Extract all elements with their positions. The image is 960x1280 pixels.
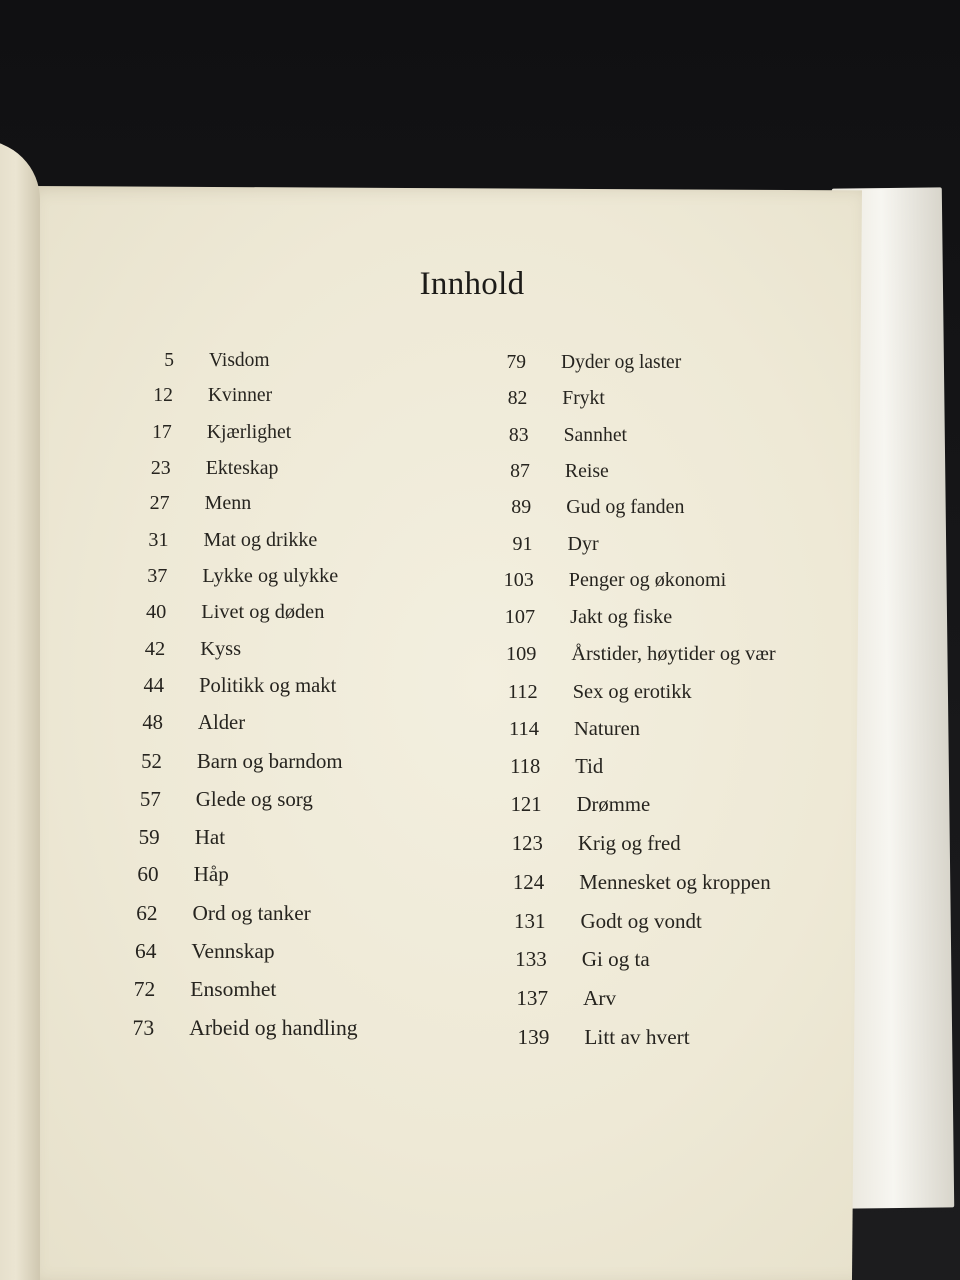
toc-page-number: 89 xyxy=(511,496,532,518)
toc-chapter-title: Gud og fanden xyxy=(566,496,685,518)
toc-page-number: 72 xyxy=(133,977,156,1002)
toc-chapter-title: Jakt og fiske xyxy=(570,606,673,629)
toc-chapter-title: Sannhet xyxy=(563,423,628,446)
toc-page-number: 40 xyxy=(145,601,167,624)
toc-page-number: 37 xyxy=(147,564,168,587)
toc-page-number: 114 xyxy=(509,718,539,740)
toc-chapter-title: Visdom xyxy=(209,350,270,371)
toc-chapter-title: Menn xyxy=(204,492,252,515)
toc-page-number: 12 xyxy=(153,385,173,407)
toc-chapter-title: Dyr xyxy=(567,532,599,555)
toc-page-number: 62 xyxy=(136,900,158,925)
toc-page-number: 137 xyxy=(516,986,549,1011)
toc-chapter-title: Mat og drikke xyxy=(203,528,318,551)
toc-page-number: 5 xyxy=(164,350,174,371)
toc-chapter-title: Ensomhet xyxy=(190,977,277,1002)
toc-page-number: 109 xyxy=(505,643,537,666)
toc-entry xyxy=(0,1025,960,1053)
toc-entry xyxy=(0,643,960,671)
toc-page-number: 64 xyxy=(134,938,157,963)
toc-entry xyxy=(0,870,960,898)
toc-entry xyxy=(0,756,960,784)
toc-page-number: 60 xyxy=(137,862,159,887)
toc-page-number: 131 xyxy=(514,908,546,933)
toc-chapter-title: Hat xyxy=(194,824,226,849)
toc-page-number: 107 xyxy=(504,606,536,629)
toc-entry xyxy=(0,909,960,937)
toc-chapter-title: Kjærlighet xyxy=(206,420,292,443)
toc-chapter-title: Frykt xyxy=(562,387,605,409)
toc-page-number: 118 xyxy=(510,755,541,778)
toc-page-number: 52 xyxy=(141,749,162,774)
toc-chapter-title: Reise xyxy=(564,459,609,482)
toc-entry xyxy=(0,681,960,709)
toc-chapter-title: Kvinner xyxy=(207,385,273,407)
toc-page-number: 27 xyxy=(149,492,170,515)
toc-page-number: 103 xyxy=(503,569,534,592)
toc-chapter-title: Sex og erotikk xyxy=(572,680,692,703)
toc-chapter-title: Glede og sorg xyxy=(195,786,313,811)
toc-chapter-title: Ekteskap xyxy=(205,456,279,479)
toc-page-number: 23 xyxy=(150,456,171,479)
toc-page-number: 44 xyxy=(143,674,165,697)
toc-entry xyxy=(0,496,960,524)
toc-page-number: 133 xyxy=(515,947,547,972)
toc-page-number: 83 xyxy=(508,423,529,446)
toc-chapter-title: Penger og økonomi xyxy=(568,569,727,592)
toc-entry xyxy=(0,947,960,975)
toc-chapter-title: Godt og vondt xyxy=(580,908,702,933)
toc-entry xyxy=(0,460,960,488)
toc-chapter-title: Livet og døden xyxy=(201,601,325,624)
toc-entry xyxy=(0,718,960,746)
toc-page-number: 82 xyxy=(507,387,528,409)
toc-page-number: 79 xyxy=(506,352,526,373)
toc-chapter-title: Alder xyxy=(198,712,246,734)
toc-chapter-title: Vennskap xyxy=(191,938,275,963)
toc-page-number: 123 xyxy=(511,831,543,855)
toc-entry xyxy=(0,832,960,860)
toc-entry xyxy=(0,388,960,416)
toc-chapter-title: Barn og barndom xyxy=(196,749,343,774)
toc-page-number: 121 xyxy=(510,793,542,816)
toc-page-number: 17 xyxy=(152,420,172,443)
toc-page-number: 42 xyxy=(144,638,166,660)
toc-page-number: 139 xyxy=(517,1025,550,1050)
toc-chapter-title: Dyder og laster xyxy=(561,352,682,373)
toc-chapter-title: Tid xyxy=(575,755,604,778)
toc-page-number: 124 xyxy=(512,870,545,894)
toc-chapter-title: Lykke og ulykke xyxy=(202,564,339,587)
toc-chapter-title: Arv xyxy=(583,986,617,1011)
toc-entry xyxy=(0,569,960,597)
toc-chapter-title: Krig og fred xyxy=(577,831,681,855)
toc-chapter-title: Håp xyxy=(193,862,229,887)
previous-page-edge xyxy=(0,140,40,1280)
toc-page-number: 57 xyxy=(139,786,161,811)
toc-entry xyxy=(0,986,960,1014)
toc-entry xyxy=(0,424,960,452)
toc-entry xyxy=(0,352,960,380)
toc-chapter-title: Mennesket og kroppen xyxy=(579,870,771,894)
toc-chapter-title: Ord og tanker xyxy=(192,900,311,925)
toc-page-number: 59 xyxy=(138,824,160,849)
toc-page-number: 31 xyxy=(148,528,169,551)
toc-chapter-title: Drømme xyxy=(576,793,651,816)
toc-chapter-title: Kyss xyxy=(200,638,242,660)
toc-page-number: 48 xyxy=(142,712,163,734)
toc-chapter-title: Arbeid og handling xyxy=(189,1016,358,1040)
toc-chapter-title: Litt av hvert xyxy=(584,1025,690,1050)
toc-entry xyxy=(0,533,960,561)
toc-entry xyxy=(0,606,960,634)
toc-chapter-title: Årstider, høytider og vær xyxy=(571,643,776,666)
toc-page-number: 87 xyxy=(510,459,530,482)
toc-page-number: 91 xyxy=(512,532,533,555)
toc-chapter-title: Naturen xyxy=(574,718,641,740)
toc-chapter-title: Gi og ta xyxy=(581,947,650,972)
toc-chapter-title: Politikk og makt xyxy=(199,674,337,697)
page-title: Innhold xyxy=(419,266,525,302)
toc-page-number: 112 xyxy=(507,680,538,703)
toc-entry xyxy=(0,794,960,822)
toc-page-number: 73 xyxy=(132,1016,155,1040)
